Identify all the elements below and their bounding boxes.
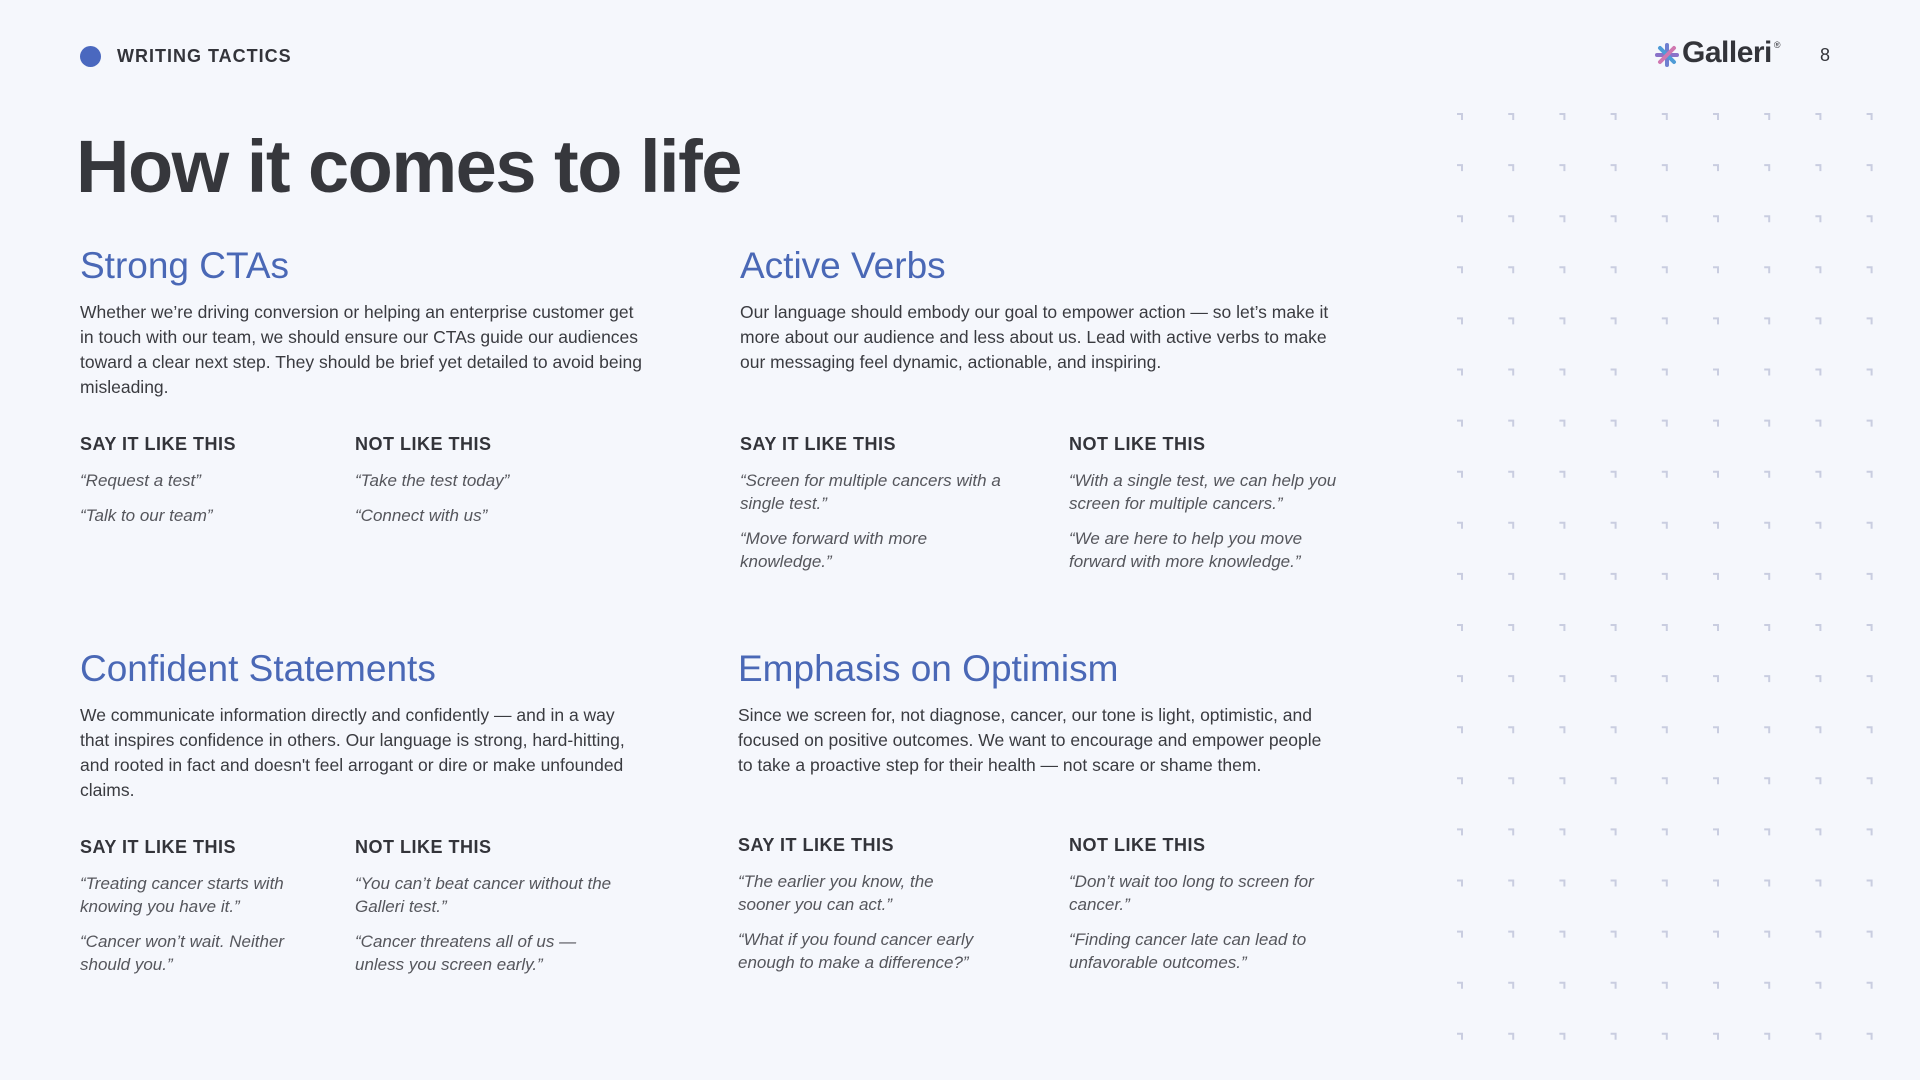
section-description: Our language should embody our goal to empower action — so let’s make it more about our audience and less about us. Lead with active verbs to make our messaging feel dynamic, actionable, and inspiring.	[740, 302, 1329, 373]
corner-mark-icon	[1457, 932, 1462, 938]
section-tag	[80, 46, 292, 67]
corner-mark-icon	[1662, 421, 1667, 427]
comparison	[80, 434, 630, 539]
corner-mark-icon	[1508, 1034, 1513, 1040]
corner-mark-icon	[1764, 523, 1769, 529]
corner-mark-icon	[1713, 267, 1718, 273]
corner-mark-icon	[1611, 165, 1616, 171]
corner-mark-icon	[1457, 370, 1462, 376]
corner-mark-icon	[1508, 318, 1513, 324]
corner-mark-icon	[1764, 370, 1769, 376]
say-quote: “Talk to our team”	[80, 506, 213, 525]
say-quote: “Treating cancer starts with knowing you have it.”	[80, 874, 284, 916]
corner-mark-icon	[1457, 165, 1462, 171]
corner-mark-icon	[1611, 932, 1616, 938]
comparison	[740, 434, 1379, 585]
section-title: Emphasis on Optimism	[738, 648, 1119, 689]
corner-mark-icon	[1457, 267, 1462, 273]
not-column	[355, 837, 630, 988]
section-description: We communicate information directly and confidently — and in a way that inspires confidence in others. Our language is strong, hard-hitting, and rooted in fact and doesn't feel arrogant or dire or make unfounded claims.	[80, 705, 625, 801]
section-strong-ctas	[80, 244, 720, 525]
corner-mark-icon	[1508, 727, 1513, 733]
corner-mark-icon	[1867, 778, 1872, 784]
not-quote: “With a single test, we can help you screen for multiple cancers.”	[1069, 471, 1337, 513]
corner-mark-icon	[1815, 267, 1820, 273]
corner-mark-icon	[1764, 1034, 1769, 1040]
corner-mark-icon	[1457, 421, 1462, 427]
corner-mark-icon	[1662, 318, 1667, 324]
corner-mark-icon	[1713, 727, 1718, 733]
corner-mark-icon	[1867, 370, 1872, 376]
corner-mark-icon	[1815, 932, 1820, 938]
corner-mark-icon	[1867, 727, 1872, 733]
corner-mark-icon	[1559, 983, 1564, 989]
corner-mark-icon	[1559, 370, 1564, 376]
corner-mark-icon	[1559, 421, 1564, 427]
not-heading: NOT LIKE THIS	[1069, 835, 1206, 855]
corner-mark-icon	[1559, 932, 1564, 938]
say-quote: “Cancer won’t wait. Neither should you.”	[80, 932, 285, 974]
corner-mark-icon	[1508, 523, 1513, 529]
corner-mark-icon	[1611, 1034, 1616, 1040]
corner-mark-icon	[1662, 523, 1667, 529]
section-description: Whether we’re driving conversion or helping an enterprise customer get in touch with our team, we should ensure our CTAs guide our audiences toward a clear next step. They should be brief yet detailed to avoid being misleading.	[80, 302, 642, 398]
corner-mark-icon	[1559, 523, 1564, 529]
say-quote: “The earlier you know, the sooner you can act.”	[738, 872, 934, 914]
say-quote: “Move forward with more knowledge.”	[740, 529, 928, 571]
corner-mark-icon	[1815, 983, 1820, 989]
corner-mark-icon	[1713, 983, 1718, 989]
corner-mark-icon	[1559, 114, 1564, 120]
corner-mark-icon	[1508, 574, 1513, 580]
corner-mark-icon	[1713, 165, 1718, 171]
corner-mark-icon	[1611, 267, 1616, 273]
corner-mark-icon	[1611, 829, 1616, 835]
corner-mark-icon	[1815, 625, 1820, 631]
say-heading: SAY IT LIKE THIS	[740, 434, 897, 454]
corner-mark-icon	[1611, 472, 1616, 478]
corner-mark-icon	[1867, 983, 1872, 989]
corner-mark-icon	[1508, 216, 1513, 222]
asterisk-icon	[1654, 42, 1680, 68]
logo-text: Galleri	[1682, 36, 1772, 69]
say-heading: SAY IT LIKE THIS	[80, 434, 237, 454]
corner-mark-icon	[1662, 1034, 1667, 1040]
corner-mark-icon	[1508, 778, 1513, 784]
corner-mark-icon	[1508, 370, 1513, 376]
section-title: Strong CTAs	[80, 245, 290, 286]
corner-mark-icon	[1867, 421, 1872, 427]
corner-mark-icon	[1713, 676, 1718, 682]
corner-mark-icon	[1713, 1034, 1718, 1040]
corner-mark-icon	[1457, 881, 1462, 887]
corner-mark-icon	[1764, 881, 1769, 887]
section-description: Since we screen for, not diagnose, cancer, our tone is light, optimistic, and focused on positive outcomes. We want to encourage and empower people to take a proactive step for their health — not scare or shame them.	[738, 705, 1322, 776]
registered-mark: ®	[1773, 40, 1781, 50]
corner-mark-icon	[1457, 676, 1462, 682]
corner-mark-icon	[1815, 881, 1820, 887]
corner-mark-icon	[1662, 932, 1667, 938]
corner-mark-icon	[1867, 318, 1872, 324]
galleri-logo	[1654, 36, 1781, 70]
corner-mark-icon	[1508, 881, 1513, 887]
corner-mark-icon	[1867, 1034, 1872, 1040]
corner-mark-icon	[1508, 472, 1513, 478]
corner-mark-icon	[1815, 778, 1820, 784]
corner-mark-icon	[1662, 881, 1667, 887]
corner-mark-icon	[1662, 778, 1667, 784]
corner-mark-icon	[1611, 318, 1616, 324]
not-quote: “You can’t beat cancer without the Galleri test.”	[355, 874, 612, 916]
say-quote: “Screen for multiple cancers with a single test.”	[740, 471, 1001, 513]
say-quote: “What if you found cancer early enough to make a difference?”	[738, 930, 974, 972]
corner-mark-icon	[1867, 676, 1872, 682]
corner-mark-icon	[1457, 574, 1462, 580]
corner-mark-icon	[1713, 523, 1718, 529]
say-column	[80, 837, 355, 988]
corner-mark-icon	[1815, 1034, 1820, 1040]
not-quote: “Take the test today”	[355, 471, 510, 490]
corner-mark-icon	[1559, 574, 1564, 580]
corner-mark-icon	[1662, 216, 1667, 222]
corner-mark-icon	[1713, 932, 1718, 938]
corner-mark-icon	[1457, 472, 1462, 478]
corner-mark-icon	[1457, 727, 1462, 733]
corner-mark-icon	[1867, 472, 1872, 478]
say-column	[740, 434, 1069, 585]
not-heading: NOT LIKE THIS	[355, 837, 492, 857]
say-column	[738, 835, 1069, 986]
corner-mark-icon	[1662, 727, 1667, 733]
section-title: Confident Statements	[80, 648, 436, 689]
corner-mark-icon	[1559, 267, 1564, 273]
not-quote: “Don’t wait too long to screen for cancer.”	[1069, 872, 1314, 914]
corner-mark-icon	[1713, 370, 1718, 376]
corner-mark-icon	[1713, 829, 1718, 835]
corner-mark-icon	[1764, 983, 1769, 989]
corner-mark-icon	[1457, 523, 1462, 529]
corner-mark-icon	[1867, 829, 1872, 835]
corner-mark-icon	[1662, 829, 1667, 835]
corner-mark-icon	[1815, 727, 1820, 733]
corner-mark-icon	[1867, 267, 1872, 273]
corner-mark-icon	[1764, 676, 1769, 682]
corner-mark-icon	[1815, 523, 1820, 529]
not-quote: “Connect with us”	[355, 506, 488, 525]
say-quote: “Request a test”	[80, 471, 201, 490]
corner-mark-icon	[1713, 318, 1718, 324]
corner-mark-icon	[1559, 881, 1564, 887]
not-column	[1069, 434, 1379, 585]
corner-mark-icon	[1867, 881, 1872, 887]
corner-mark-icon	[1815, 472, 1820, 478]
corner-mark-icon	[1611, 574, 1616, 580]
corner-mark-icon	[1662, 574, 1667, 580]
corner-mark-icon	[1867, 932, 1872, 938]
corner-mark-icon	[1457, 778, 1462, 784]
corner-mark-icon	[1764, 216, 1769, 222]
corner-mark-icon	[1508, 983, 1513, 989]
corner-mark-icon	[1815, 421, 1820, 427]
say-heading: SAY IT LIKE THIS	[80, 837, 237, 857]
corner-mark-icon	[1867, 523, 1872, 529]
page-number: 8	[1820, 45, 1831, 65]
corner-mark-icon	[1867, 165, 1872, 171]
corner-mark-icon	[1815, 114, 1820, 120]
corner-mark-icon	[1764, 318, 1769, 324]
corner-mark-icon	[1508, 932, 1513, 938]
page-title: How it comes to life	[76, 125, 741, 208]
decorative-pattern	[1450, 102, 1910, 1042]
corner-mark-icon	[1713, 574, 1718, 580]
corner-mark-icon	[1764, 574, 1769, 580]
corner-mark-icon	[1713, 625, 1718, 631]
not-heading: NOT LIKE THIS	[1069, 434, 1206, 454]
corner-mark-icon	[1815, 370, 1820, 376]
corner-mark-icon	[1611, 778, 1616, 784]
corner-mark-icon	[1559, 727, 1564, 733]
corner-mark-icon	[1457, 625, 1462, 631]
corner-mark-icon	[1508, 114, 1513, 120]
corner-mark-icon	[1508, 676, 1513, 682]
corner-mark-icon	[1815, 676, 1820, 682]
corner-mark-icon	[1815, 165, 1820, 171]
corner-mark-icon	[1559, 625, 1564, 631]
corner-mark-icon	[1559, 778, 1564, 784]
corner-mark-icon	[1508, 267, 1513, 273]
corner-mark-icon	[1611, 114, 1616, 120]
corner-mark-icon	[1764, 778, 1769, 784]
corner-mark-icon	[1764, 472, 1769, 478]
corner-mark-icon	[1508, 421, 1513, 427]
corner-mark-icon	[1764, 727, 1769, 733]
corner-mark-icon	[1713, 778, 1718, 784]
corner-mark-icon	[1713, 881, 1718, 887]
corner-mark-icon	[1662, 625, 1667, 631]
corner-mark-icon	[1559, 318, 1564, 324]
corner-mark-icon	[1713, 216, 1718, 222]
corner-mark-icon	[1508, 625, 1513, 631]
corner-mark-icon	[1559, 829, 1564, 835]
corner-mark-icon	[1611, 881, 1616, 887]
corner-mark-icon	[1662, 165, 1667, 171]
corner-mark-icon	[1611, 625, 1616, 631]
corner-mark-icon	[1764, 267, 1769, 273]
corner-mark-icon	[1662, 676, 1667, 682]
corner-mark-icon	[1611, 983, 1616, 989]
corner-mark-icon	[1867, 574, 1872, 580]
corner-mark-icon	[1457, 1034, 1462, 1040]
corner-mark-icon	[1815, 829, 1820, 835]
corner-mark-icon	[1611, 216, 1616, 222]
corner-mark-icon	[1662, 114, 1667, 120]
corner-mark-icon	[1662, 267, 1667, 273]
corner-mark-icon	[1559, 165, 1564, 171]
corner-mark-icon	[1662, 370, 1667, 376]
corner-mark-icon	[1662, 472, 1667, 478]
corner-mark-icon	[1815, 574, 1820, 580]
corner-mark-icon	[1867, 625, 1872, 631]
corner-mark-icon	[1764, 932, 1769, 938]
corner-mark-icon	[1508, 829, 1513, 835]
corner-mark-icon	[1764, 625, 1769, 631]
section-emphasis-on-optimism	[738, 647, 1378, 972]
not-quote: “We are here to help you move forward with more knowledge.”	[1069, 529, 1303, 571]
corner-mark-icon	[1713, 114, 1718, 120]
corner-mark-icon	[1764, 165, 1769, 171]
corner-mark-icon	[1662, 983, 1667, 989]
corner-mark-icon	[1457, 216, 1462, 222]
corner-mark-icon	[1611, 676, 1616, 682]
corner-mark-icon	[1713, 421, 1718, 427]
corner-mark-icon	[1457, 318, 1462, 324]
corner-mark-icon	[1611, 727, 1616, 733]
corner-mark-icon	[1764, 829, 1769, 835]
corner-mark-icon	[1457, 829, 1462, 835]
not-heading: NOT LIKE THIS	[355, 434, 492, 454]
corner-mark-icon	[1611, 370, 1616, 376]
corner-mark-icon	[1815, 216, 1820, 222]
section-title: Active Verbs	[740, 245, 946, 286]
section-tag-label: WRITING TACTICS	[117, 46, 292, 66]
corner-mark-icon	[1867, 114, 1872, 120]
corner-mark-icon	[1611, 421, 1616, 427]
say-heading: SAY IT LIKE THIS	[738, 835, 895, 855]
corner-mark-icon	[1559, 472, 1564, 478]
corner-mark-icon	[1764, 421, 1769, 427]
corner-mark-icon	[1867, 216, 1872, 222]
corner-mark-icon	[1457, 983, 1462, 989]
section-active-verbs	[740, 244, 1380, 571]
not-column	[355, 434, 630, 539]
corner-mark-icon	[1559, 1034, 1564, 1040]
corner-mark-icon	[1764, 114, 1769, 120]
corner-mark-icon	[1559, 216, 1564, 222]
corner-mark-icon	[1559, 676, 1564, 682]
say-column	[80, 434, 355, 539]
corner-mark-icon	[1457, 114, 1462, 120]
corner-mark-icon	[1508, 165, 1513, 171]
tag-dot-icon	[80, 46, 101, 67]
comparison	[738, 835, 1349, 986]
not-quote: “Finding cancer late can lead to unfavorable outcomes.”	[1069, 930, 1307, 972]
corner-mark-icon	[1713, 472, 1718, 478]
not-quote: “Cancer threatens all of us — unless you screen early.”	[355, 932, 577, 974]
not-column	[1069, 835, 1349, 986]
corner-mark-icon	[1611, 523, 1616, 529]
section-confident-statements	[80, 647, 720, 974]
comparison	[80, 837, 630, 988]
corner-mark-icon	[1815, 318, 1820, 324]
